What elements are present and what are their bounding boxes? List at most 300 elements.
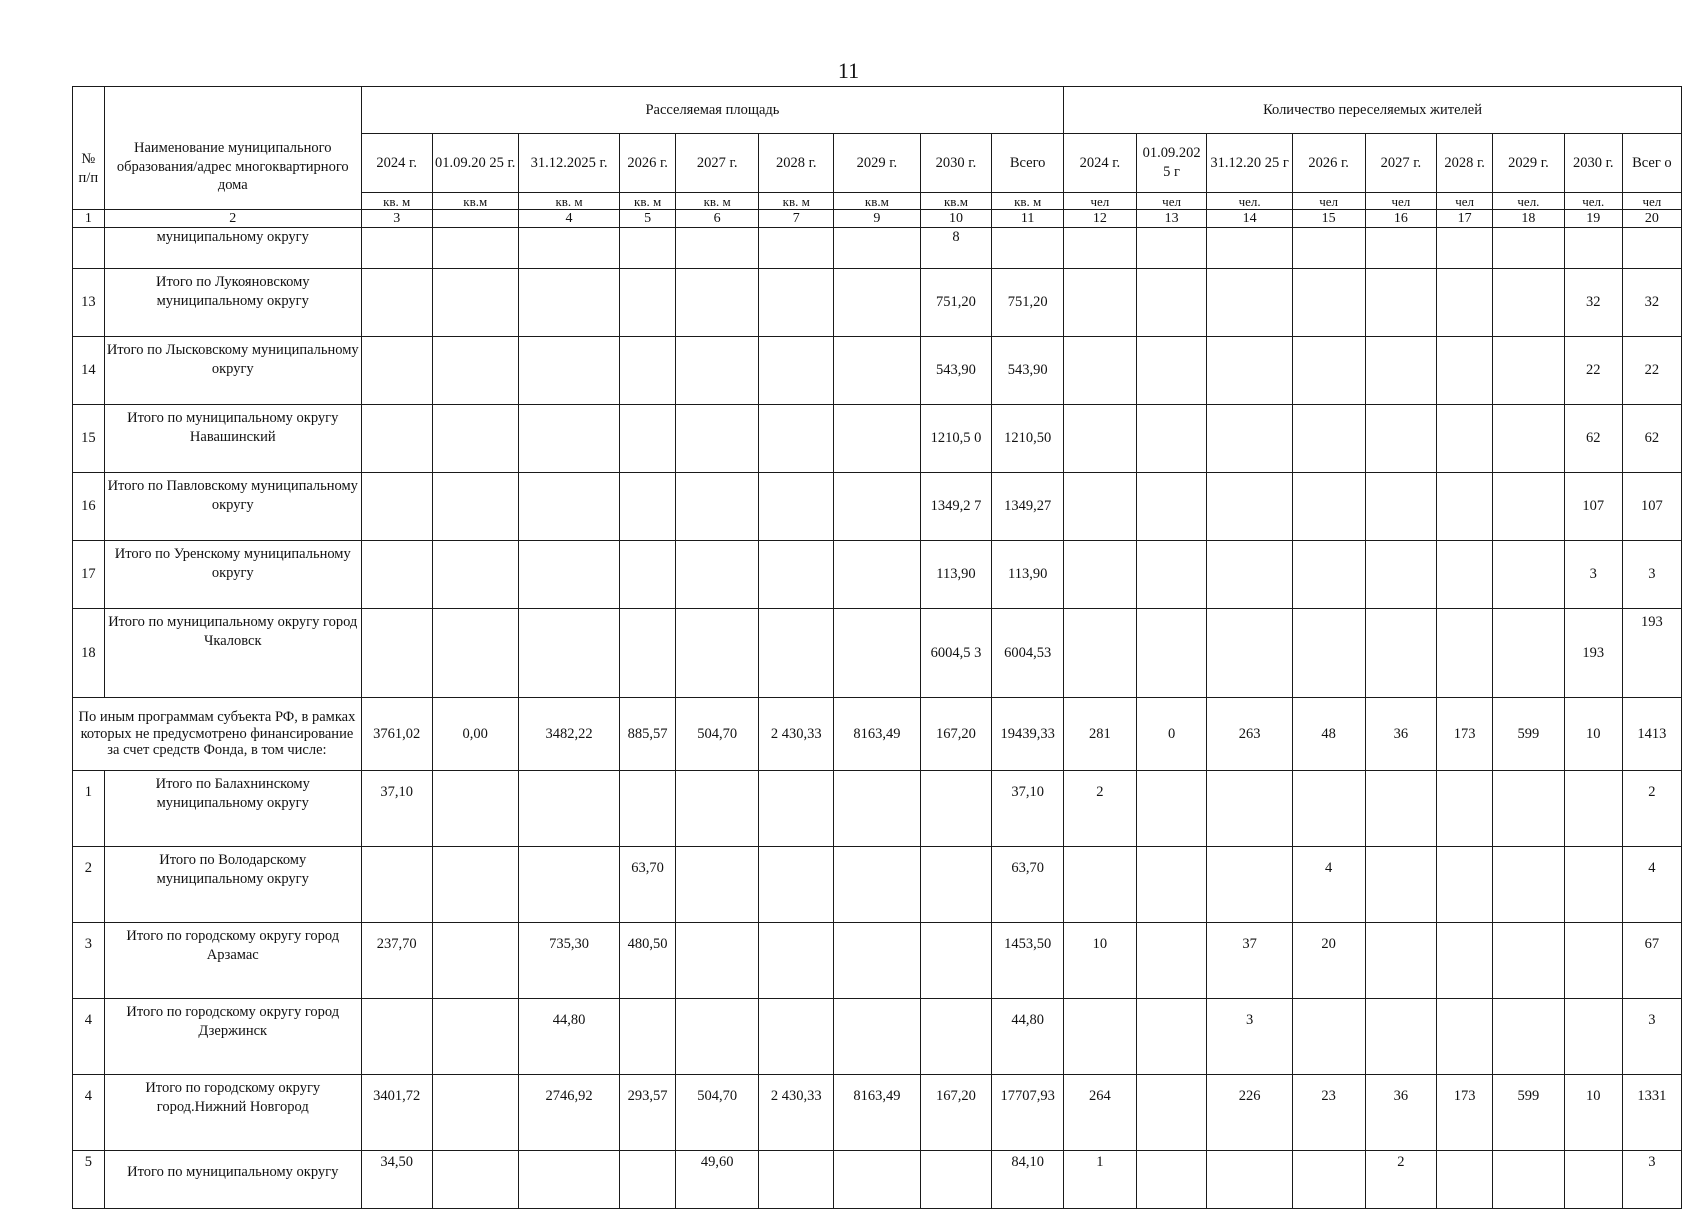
row-value (1365, 999, 1437, 1075)
row-value: 504,70 (676, 1075, 759, 1151)
row-value: 62 (1564, 405, 1622, 473)
row-value (432, 337, 518, 405)
row-value (1365, 541, 1437, 609)
row-value (1207, 228, 1292, 269)
row-value (834, 847, 920, 923)
subtotal-value: 48 (1292, 698, 1365, 771)
table-row (73, 473, 1682, 541)
row-value (1292, 269, 1365, 337)
row-value (1207, 405, 1292, 473)
row-value (759, 269, 834, 337)
subtotal-value: 36 (1365, 698, 1437, 771)
row-value: 751,20 (992, 269, 1064, 337)
row-value (1493, 473, 1565, 541)
header-area-period: Всего (992, 134, 1064, 193)
row-value (1437, 609, 1493, 698)
row-value (834, 228, 920, 269)
table-row (73, 923, 1682, 999)
row-value (1136, 771, 1207, 847)
row-value: 63,70 (620, 847, 676, 923)
column-number (432, 210, 518, 228)
row-value (432, 923, 518, 999)
row-value (759, 228, 834, 269)
header-residents-unit: чел. (1207, 193, 1292, 210)
row-value: 32 (1622, 269, 1681, 337)
header-area-unit: кв. м (518, 193, 619, 210)
column-number: 18 (1493, 210, 1565, 228)
row-value (1064, 337, 1137, 405)
row-value (992, 228, 1064, 269)
row-value: 6004,53 (992, 609, 1064, 698)
row-value: 480,50 (620, 923, 676, 999)
row-value (1136, 1075, 1207, 1151)
subtotal-value: 19439,33 (992, 698, 1064, 771)
row-value (1292, 999, 1365, 1075)
row-value (676, 405, 759, 473)
subtotal-value: 2 430,33 (759, 698, 834, 771)
header-area-period: 2030 г. (920, 134, 992, 193)
row-value (1493, 609, 1565, 698)
row-value (759, 473, 834, 541)
row-value: 751,20 (920, 269, 992, 337)
row-name: Итого по городскому округу город Арзамас (104, 923, 361, 999)
column-number: 19 (1564, 210, 1622, 228)
subtotal-row (73, 698, 1682, 771)
row-value (1207, 771, 1292, 847)
row-value: 2 430,33 (759, 1075, 834, 1151)
header-area-unit: кв. м (361, 193, 432, 210)
row-value (1064, 473, 1137, 541)
subtotal-value: 8163,49 (834, 698, 920, 771)
row-name: Итого по Уренскому муниципальному округу (104, 541, 361, 609)
column-number: 1 (73, 210, 105, 228)
row-value (834, 609, 920, 698)
row-value (1564, 847, 1622, 923)
row-number: 5 (73, 1151, 105, 1209)
row-value (518, 269, 619, 337)
subtotal-value: 504,70 (676, 698, 759, 771)
row-value (1365, 473, 1437, 541)
row-value (676, 541, 759, 609)
row-name: Итого по Лукояновскому муниципальному округу (104, 269, 361, 337)
table-row (73, 269, 1682, 337)
row-value: 20 (1292, 923, 1365, 999)
column-number: 20 (1622, 210, 1681, 228)
row-value (1437, 405, 1493, 473)
row-value: 2 (1064, 771, 1137, 847)
row-value (1136, 923, 1207, 999)
row-value (1493, 541, 1565, 609)
header-area-group: Расселяемая площадь (361, 87, 1063, 134)
row-value (1365, 771, 1437, 847)
header-area-unit: кв. м (620, 193, 676, 210)
row-value (834, 473, 920, 541)
row-value (361, 337, 432, 405)
row-value (1292, 228, 1365, 269)
row-value (620, 228, 676, 269)
row-value (1564, 228, 1622, 269)
table-row (73, 999, 1682, 1075)
row-name: Итого по Лысковскому муниципальному округу (104, 337, 361, 405)
row-value (1292, 337, 1365, 405)
row-value: 1349,2 7 (920, 473, 992, 541)
row-value: 44,80 (992, 999, 1064, 1075)
table-row (73, 771, 1682, 847)
row-value (676, 923, 759, 999)
row-value (1292, 405, 1365, 473)
table-row (73, 337, 1682, 405)
header-residents-period: 2028 г. (1437, 134, 1493, 193)
table-row (73, 847, 1682, 923)
subtotal-value: 599 (1493, 698, 1565, 771)
row-value: 543,90 (992, 337, 1064, 405)
row-value (1136, 269, 1207, 337)
row-value (432, 269, 518, 337)
row-value: 67 (1622, 923, 1681, 999)
row-value (1437, 473, 1493, 541)
header-area-period: 01.09.20 25 г. (432, 134, 518, 193)
row-value (1064, 609, 1137, 698)
header-area-period: 2026 г. (620, 134, 676, 193)
row-value: 4 (1622, 847, 1681, 923)
row-value (518, 847, 619, 923)
header-area-period: 2027 г. (676, 134, 759, 193)
row-value (676, 269, 759, 337)
row-value (1493, 269, 1565, 337)
row-value (920, 999, 992, 1075)
row-value (676, 337, 759, 405)
header-area-unit: кв.м (432, 193, 518, 210)
row-value (1136, 405, 1207, 473)
row-value (1136, 999, 1207, 1075)
row-value (518, 541, 619, 609)
row-value (834, 999, 920, 1075)
row-value (1437, 228, 1493, 269)
header-area-unit: кв. м (759, 193, 834, 210)
header-residents-period: 2029 г. (1493, 134, 1565, 193)
row-value (1437, 847, 1493, 923)
row-number: 18 (73, 609, 105, 698)
row-value (1437, 541, 1493, 609)
row-value (1437, 771, 1493, 847)
row-value: 32 (1564, 269, 1622, 337)
row-value (432, 473, 518, 541)
subtotal-value: 0,00 (432, 698, 518, 771)
row-name: Итого по Володарскому муниципальному округу (104, 847, 361, 923)
column-number: 4 (518, 210, 619, 228)
row-value: 173 (1437, 1075, 1493, 1151)
row-value (1064, 228, 1137, 269)
row-value (432, 999, 518, 1075)
header-area-period: 2029 г. (834, 134, 920, 193)
row-value (676, 999, 759, 1075)
subtotal-value: 263 (1207, 698, 1292, 771)
row-value (1365, 923, 1437, 999)
header-residents-unit: чел (1064, 193, 1137, 210)
header-area-unit: кв. м (676, 193, 759, 210)
row-value: 8163,49 (834, 1075, 920, 1151)
column-number: 15 (1292, 210, 1365, 228)
row-name: Итого по Павловскому муниципальному округу (104, 473, 361, 541)
row-value (1365, 847, 1437, 923)
row-value (432, 405, 518, 473)
row-value (518, 609, 619, 698)
row-value (1365, 228, 1437, 269)
row-value (1365, 405, 1437, 473)
row-value: 3 (1622, 541, 1681, 609)
row-value (759, 771, 834, 847)
row-value: 1 (1064, 1151, 1137, 1209)
row-value (834, 337, 920, 405)
row-value (1136, 473, 1207, 541)
subtotal-value: 0 (1136, 698, 1207, 771)
header-area-unit: кв.м (920, 193, 992, 210)
row-value (834, 269, 920, 337)
header-residents-period: 2027 г. (1365, 134, 1437, 193)
row-value (361, 847, 432, 923)
row-value (620, 541, 676, 609)
table-row (73, 228, 1682, 269)
row-value: 1210,50 (992, 405, 1064, 473)
row-number: 4 (73, 1075, 105, 1151)
row-value: 193 (1622, 609, 1681, 698)
row-value: 22 (1564, 337, 1622, 405)
subtotal-value: 3761,02 (361, 698, 432, 771)
row-value (1207, 609, 1292, 698)
row-value (518, 405, 619, 473)
header-residents-period: 2030 г. (1564, 134, 1622, 193)
row-number: 4 (73, 999, 105, 1075)
row-value: 735,30 (518, 923, 619, 999)
row-name: Итого по Балахнинскому муниципальному округу (104, 771, 361, 847)
row-value (834, 541, 920, 609)
row-value (432, 228, 518, 269)
row-value: 1331 (1622, 1075, 1681, 1151)
row-value (1437, 269, 1493, 337)
row-value (1493, 999, 1565, 1075)
row-value (834, 405, 920, 473)
header-area-period: 31.12.2025 г. (518, 134, 619, 193)
row-value: 2 (1365, 1151, 1437, 1209)
row-value (834, 923, 920, 999)
row-name: Итого по городскому округу город.Нижний Новгород (104, 1075, 361, 1151)
header-num: № п/п (73, 87, 105, 210)
row-value: 2 (1622, 771, 1681, 847)
row-name: Итого по городскому округу город Дзержинск (104, 999, 361, 1075)
row-number (73, 228, 105, 269)
row-value (361, 541, 432, 609)
row-value: 37,10 (992, 771, 1064, 847)
row-value (1136, 337, 1207, 405)
row-value (1136, 228, 1207, 269)
row-value: 107 (1622, 473, 1681, 541)
row-value (759, 405, 834, 473)
header-area-unit: кв. м (992, 193, 1064, 210)
row-value (518, 228, 619, 269)
column-number: 6 (676, 210, 759, 228)
row-name: муниципальному округу (104, 228, 361, 269)
row-value (1064, 999, 1137, 1075)
header-residents-unit: чел (1136, 193, 1207, 210)
header-area-period: 2028 г. (759, 134, 834, 193)
row-number: 2 (73, 847, 105, 923)
row-value (1493, 771, 1565, 847)
row-value (620, 337, 676, 405)
row-value (361, 473, 432, 541)
row-number: 1 (73, 771, 105, 847)
row-value (1207, 473, 1292, 541)
header-name: Наименование муниципального образования/адрес многоквартирного дома (104, 87, 361, 210)
row-value (620, 771, 676, 847)
subtotal-value: 10 (1564, 698, 1622, 771)
row-value: 3 (1564, 541, 1622, 609)
column-number: 7 (759, 210, 834, 228)
row-value (518, 473, 619, 541)
row-value (620, 609, 676, 698)
row-value: 113,90 (992, 541, 1064, 609)
column-number: 17 (1437, 210, 1493, 228)
row-value (676, 473, 759, 541)
row-value (1136, 847, 1207, 923)
header-residents-period: 01.09.202 5 г (1136, 134, 1207, 193)
row-value: 63,70 (992, 847, 1064, 923)
subtotal-value: 173 (1437, 698, 1493, 771)
row-value (1437, 999, 1493, 1075)
row-value: 3 (1207, 999, 1292, 1075)
header-area-unit: кв.м (834, 193, 920, 210)
row-value (759, 847, 834, 923)
row-value (1493, 337, 1565, 405)
row-value: 44,80 (518, 999, 619, 1075)
row-value: 1349,27 (992, 473, 1064, 541)
row-value (432, 1075, 518, 1151)
row-value: 22 (1622, 337, 1681, 405)
row-value (1207, 337, 1292, 405)
row-value: 3 (1622, 1151, 1681, 1209)
row-value (1292, 771, 1365, 847)
row-value (361, 609, 432, 698)
row-value (1292, 473, 1365, 541)
row-value (1564, 923, 1622, 999)
row-value (1493, 228, 1565, 269)
column-number: 14 (1207, 210, 1292, 228)
row-value: 193 (1564, 609, 1622, 698)
row-value (620, 269, 676, 337)
header-residents-group: Количество переселяемых жителей (1064, 87, 1682, 134)
header-residents-period: 2024 г. (1064, 134, 1137, 193)
row-value (1564, 999, 1622, 1075)
column-number: 13 (1136, 210, 1207, 228)
row-value (1493, 923, 1565, 999)
row-value (759, 337, 834, 405)
column-number: 16 (1365, 210, 1437, 228)
header-residents-period: 2026 г. (1292, 134, 1365, 193)
row-value (432, 609, 518, 698)
row-value: 34,50 (361, 1151, 432, 1209)
header-residents-unit: чел (1622, 193, 1681, 210)
row-value: 4 (1292, 847, 1365, 923)
row-value (1207, 847, 1292, 923)
row-value: 37 (1207, 923, 1292, 999)
row-value (759, 541, 834, 609)
row-value (1493, 405, 1565, 473)
row-value: 264 (1064, 1075, 1137, 1151)
header-area-period: 2024 г. (361, 134, 432, 193)
row-value: 6004,5 3 (920, 609, 992, 698)
header-residents-period: 31.12.20 25 г (1207, 134, 1292, 193)
row-value (361, 999, 432, 1075)
column-number: 9 (834, 210, 920, 228)
header-residents-unit: чел (1365, 193, 1437, 210)
table-row (73, 541, 1682, 609)
row-number: 3 (73, 923, 105, 999)
row-value: 23 (1292, 1075, 1365, 1151)
row-value (1493, 847, 1565, 923)
row-value (920, 771, 992, 847)
column-number: 2 (104, 210, 361, 228)
row-number: 17 (73, 541, 105, 609)
row-value (361, 269, 432, 337)
row-value: 1453,50 (992, 923, 1064, 999)
row-value: 8 (920, 228, 992, 269)
row-value (1365, 337, 1437, 405)
row-value (620, 473, 676, 541)
row-value (676, 847, 759, 923)
row-value (676, 771, 759, 847)
row-name: Итого по муниципальному округу (104, 1151, 361, 1209)
row-value (1064, 269, 1137, 337)
row-number: 16 (73, 473, 105, 541)
table-row (73, 405, 1682, 473)
row-value: 599 (1493, 1075, 1565, 1151)
subtotal-value: 1413 (1622, 698, 1681, 771)
row-value (432, 541, 518, 609)
row-value: 17707,93 (992, 1075, 1064, 1151)
row-value (1292, 541, 1365, 609)
header-residents-unit: чел (1292, 193, 1365, 210)
row-number: 15 (73, 405, 105, 473)
row-value (920, 847, 992, 923)
column-number: 11 (992, 210, 1064, 228)
row-value (1365, 269, 1437, 337)
row-value (1136, 609, 1207, 698)
row-value (1564, 771, 1622, 847)
subtotal-value: 281 (1064, 698, 1137, 771)
subtotal-value: 885,57 (620, 698, 676, 771)
row-value (759, 923, 834, 999)
row-value (1365, 609, 1437, 698)
row-value (676, 228, 759, 269)
row-number: 13 (73, 269, 105, 337)
row-value: 1210,5 0 (920, 405, 992, 473)
row-value (361, 405, 432, 473)
row-value: 543,90 (920, 337, 992, 405)
header-residents-unit: чел (1437, 193, 1493, 210)
row-value: 3 (1622, 999, 1681, 1075)
row-value (518, 771, 619, 847)
row-value (759, 999, 834, 1075)
row-value (1622, 228, 1681, 269)
row-value (1437, 923, 1493, 999)
row-value (1207, 269, 1292, 337)
subtotal-value: 167,20 (920, 698, 992, 771)
row-value (1064, 847, 1137, 923)
row-value (1136, 541, 1207, 609)
subtotal-name: По иным программам субъекта РФ, в рамках которых не предусмотрено финансирование за счет средств Фонда, в том числе: (73, 698, 362, 771)
resettlement-table (72, 86, 1682, 1209)
page-number: 11 (837, 58, 860, 83)
row-value: 293,57 (620, 1075, 676, 1151)
